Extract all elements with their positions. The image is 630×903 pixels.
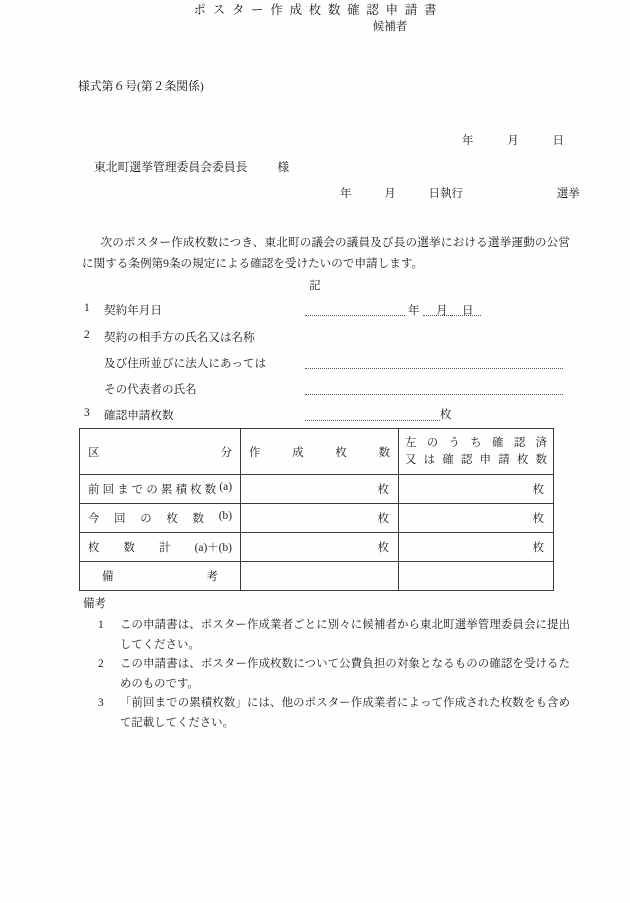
unit-label: 枚 [532,542,544,554]
election-year-label: 年 [340,188,352,200]
item-2-dotline-2 [305,394,563,395]
unit-label: 枚 [377,484,389,496]
h3a0: 左 [405,436,417,449]
r0p3: で [131,484,144,496]
input-cell-confirmed-total[interactable] [399,533,554,562]
item-1-dotline-year [305,315,405,316]
r2p1: 数 [123,542,135,554]
note-text: 「前回までの累積枚数」には、他のポスター作成業者によって作成された枚数をも含めて記載してください。 [120,697,570,729]
h3b4: 申 [479,453,492,466]
note-text: この申請書は、ポスター作成業者ごとに別々に候補者から東北町選挙管理委員会に提出してください。 [120,619,570,651]
table-row [80,504,554,533]
table-header-row [80,429,554,475]
election-name-label: 選挙 [556,188,580,200]
form-number: 様式第６号(第２条関係) [78,79,204,93]
h3b6: 枚 [516,453,529,466]
item-2-number: 2 [84,329,90,341]
header-category-left: 区 [88,446,100,459]
note-item [98,694,570,733]
r1p4: 数 [192,513,204,525]
h3b1: は [423,453,436,466]
input-cell-confirmed-current[interactable] [399,504,554,533]
row-label-current-count [80,504,241,533]
h3b3: 認 [460,453,473,466]
addressee-honorific: 様 [277,160,290,174]
header-created-0: 作 [249,446,261,459]
r1p3: 枚 [166,513,178,525]
table-row [80,475,554,504]
election-month-label: 月 [384,188,396,200]
r1p1: 回 [114,513,126,525]
h3b7: 数 [535,453,547,466]
unit-label: 枚 [377,513,389,525]
input-cell-confirmed-previous[interactable] [399,475,554,504]
remarks-right: 考 [206,571,218,583]
r1p0: 今 [88,513,100,525]
r2p3: (a)＋(b) [194,542,232,554]
ki-mark: 記 [309,280,321,292]
date-month-label: 月 [507,135,519,147]
item-3-label: 確認申請枚数 [104,409,174,422]
header-created-1: 成 [292,446,304,459]
h3a5: 認 [513,436,526,449]
header-cell-category [80,429,241,475]
header-cell-created-count [241,429,399,475]
poster-count-table [79,428,554,591]
item-1-day-label: 日 [462,305,474,317]
item-3-unit-label: 枚 [440,409,452,421]
r0p0: 前 [88,484,100,496]
election-date-line [340,185,580,201]
r0p9: (a) [219,481,232,493]
r1p5: (b) [218,510,232,522]
h3b0: 又 [405,453,417,466]
note-number: 3 [98,697,104,709]
date-day-label: 日 [552,135,564,147]
addressee-line [94,158,289,175]
header-confirmed-line2 [405,452,547,469]
h3a3: ち [470,436,482,449]
addressee-name: 東北町選挙管理委員会委員長 [94,160,248,174]
item-1-year-label: 年 [408,305,420,317]
remarks-left: 備 [102,571,114,583]
item-1-number: 1 [84,302,90,314]
submission-date-line [462,132,564,148]
item-2-label-line3: その代表者の氏名 [104,383,197,396]
unit-label: 枚 [377,542,389,554]
input-cell-created-previous[interactable] [241,475,399,504]
item-2-label-line2: 及び住所並びに法人にあっては [104,357,267,370]
body-paragraph: 次のポスター作成枚数につき、東北町の議会の議員及び長の選挙における選挙運動の公営に関する条例第9条の規定による確認を受けたいので申請します。 [82,236,570,270]
input-cell-remarks-confirmed[interactable] [399,562,554,591]
row-label-previous-total [80,475,241,504]
candidate-label: 候補者 [372,21,408,33]
header-created-3: 数 [378,446,390,459]
r2p2: 計 [159,542,171,554]
r0p2: ま [117,484,129,496]
unit-label: 枚 [532,484,544,496]
input-cell-remarks-created[interactable] [241,562,399,591]
notes-heading: 備考 [83,598,106,610]
note-item [98,616,570,655]
note-number: 1 [98,619,104,631]
item-2-label-line1: 契約の相手方の氏名又は名称 [104,331,255,344]
item-2-dotline-1 [305,368,563,369]
row-label-remarks [80,562,241,591]
item-3-dotline [305,420,440,421]
h3b5: 請 [498,453,510,466]
election-day-exec-label: 日執行 [428,188,463,200]
h3a1: の [426,436,439,449]
unit-label: 枚 [532,513,544,525]
header-category-right: 分 [220,446,232,459]
table-row-remarks [80,562,554,591]
item-1-month-label: 月 [436,305,448,317]
r1p2: の [140,513,152,525]
r0p5: 累 [160,484,173,496]
header-created-2: 枚 [335,446,347,459]
r2p0: 枚 [88,542,100,554]
date-year-label: 年 [462,135,474,147]
item-1-label: 契約年月日 [104,304,162,317]
h3a2: う [448,436,460,449]
r0p1: 回 [102,484,114,496]
header-confirmed-line1 [405,435,547,452]
r0p4: の [146,484,158,496]
table-row [80,533,554,562]
h3b2: 確 [442,453,454,466]
r0p8: 数 [204,484,217,496]
note-number: 2 [98,658,104,670]
h3a6: 済 [535,436,547,449]
row-label-grand-total [80,533,241,562]
note-text: この申請書は、ポスター作成枚数について公費負担の対象となるものの確認を受けるためのものです。 [120,658,570,690]
h3a4: 確 [492,436,504,449]
r0p6: 積 [175,484,187,496]
item-3-number: 3 [84,407,90,419]
input-cell-created-total[interactable] [241,533,399,562]
note-item [98,655,570,694]
input-cell-created-current[interactable] [241,504,399,533]
r0p7: 枚 [190,484,202,496]
header-cell-confirmed-count [399,429,554,475]
page-title: ポスター作成枚数確認申請書 [193,3,444,17]
